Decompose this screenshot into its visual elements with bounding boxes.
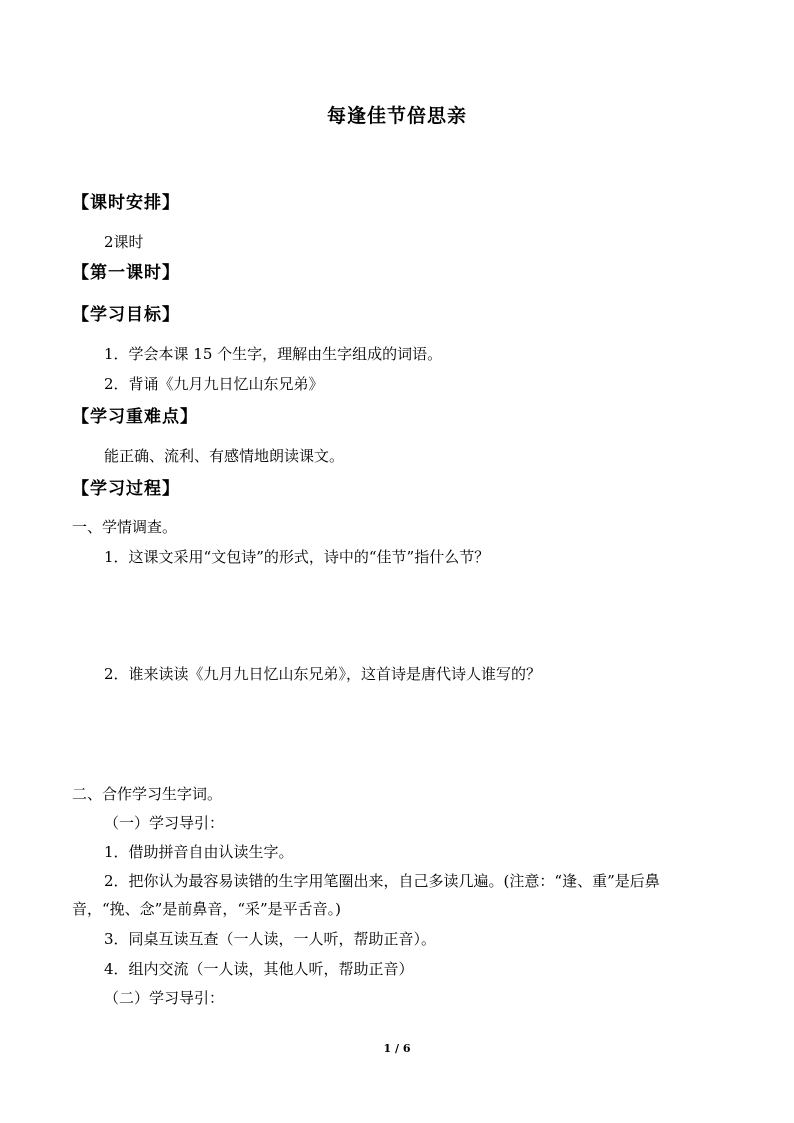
guide-1-item-3: 3．同桌互读互查（一人读，一人听，帮助正音）。: [104, 930, 437, 948]
goal-item-2: 2．背诵《九月九日忆山东兄弟》: [104, 375, 324, 393]
page-number: 1 / 6: [383, 1042, 411, 1055]
goal-item-1: 1．学会本课 15 个生字，理解由生字组成的词语。: [104, 345, 443, 363]
guide-1-item-1: 1．借助拼音自由认读生字。: [104, 843, 294, 861]
first-lesson-heading: 【第一课时】: [72, 263, 180, 283]
goals-heading: 【学习目标】: [72, 305, 180, 325]
key-points-text: 能正确、流利、有感情地朗读课文。: [104, 447, 345, 465]
part-2-title: 二、合作学习生字词。: [72, 785, 223, 803]
document-title: 每逢佳节倍思亲: [326, 105, 467, 127]
part-1-title: 一、学情调查。: [72, 518, 178, 536]
key-points-heading: 【学习重难点】: [72, 407, 198, 427]
schedule-text: 2课时: [104, 233, 144, 251]
guide-1-title: （一）学习导引：: [104, 814, 225, 832]
guide-2-title: （二）学习导引：: [104, 989, 225, 1007]
guide-1-item-4: 4．组内交流（一人读，其他人听，帮助正音）: [104, 960, 414, 978]
part-1-question-2: 2．谁来读读《九月九日忆山东兄弟》，这首诗是唐代诗人谁写的？: [104, 665, 542, 683]
process-heading: 【学习过程】: [72, 479, 180, 499]
schedule-heading: 【课时安排】: [72, 193, 180, 213]
part-1-question-1: 1．这课文采用“文包诗”的形式，诗中的“佳节”指什么节？: [104, 548, 490, 566]
guide-1-item-2: 2．把你认为最容易读错的生字用笔圈出来，自己多读几遍。(注意：“逢、重”是后鼻音，“挽、念”是前鼻音，“采”是平舌音。): [72, 872, 660, 918]
